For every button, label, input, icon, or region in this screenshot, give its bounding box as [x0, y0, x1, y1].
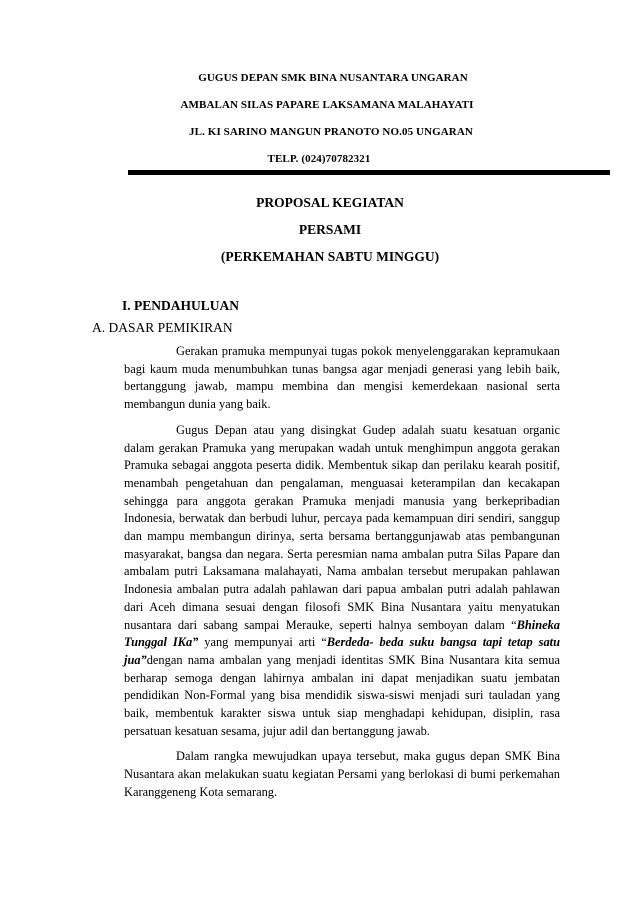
paragraph-2-text-c: dengan nama ambalan yang menjadi identitas SMK Bina Nusantara kita semua berharap semoga dengan lahirnya ambalan ini dapat menjadikan suatu jembatan pendidikan Non-Formal yang bisa mendidik siswa-siswi menjadi suri tauladan yang baik, membentuk karakter siswa untuk siap menghadapi kehidupan, disiplin, rasa persatuan kesatuan sesama, jujur adil dan bertanggung jawab. [124, 652, 560, 738]
paragraph-3: Dalam rangka mewujudkan upaya tersebut, maka gugus depan SMK Bina Nusantara akan melakukan suatu kegiatan Persami yang berlokasi di bumi perkemahan Karanggeneng Kota semarang. [124, 749, 560, 799]
letterhead-organization: GUGUS DEPAN SMK BINA NUSANTARA UNGARAN [198, 72, 468, 84]
proposal-event-name: PERSAMI [298, 222, 362, 237]
document-body [124, 343, 560, 810]
proposal-event-subtitle: (PERKEMAHAN SABTU MINGGU) [220, 249, 440, 264]
paragraph-2-text-a: Gugus Depan atau yang disingkat Gudep adalah suatu kesatuan organic dalam gerakan Pramuka yang merupakan wadah untuk menghimpun anggota gerakan Pramuka sebagai anggota peserta didik. Membentuk sikap dan perilaku kearah positif, menambah pengetahuan dan pengalaman, menguasai keterampilan dan kecakapan sehingga para anggota gerakan Pramuka menjadi manusia yang berkepribadian Indonesia, berwatak dan berbudi luhur, percaya pada kemampuan diri sendiri, sanggup dan mampu membangun dirinya, serta bersama bertanggunjawab atas pembangunan masyarakat, bangsa dan negara. Serta peresmian nama ambalan putra Silas Papare dan ambalam putri Laksamana malahayati, Nama ambalan tersebut merupakan pahlawan Indonesia ambalan putra adalah pahlawan dari papua ambalan putri adalah pahlawan dari Aceh dimana sesuai dengan filosofi SMK Bina Nusantara yaitu menyatukan nusantara dari sabang sampai Merauke, seperti halnya semboyan dalam “ [124, 422, 560, 632]
proposal-title: PROPOSAL KEGIATAN [256, 195, 404, 210]
letterhead [0, 72, 638, 180]
section-heading: I. PENDAHULUAN [122, 298, 240, 313]
paragraph-2 [124, 422, 560, 741]
subsection-heading: A. DASAR PEMIKIRAN [92, 320, 233, 335]
paragraph-2-text-b: yang mempunyai arti “ [198, 635, 327, 650]
letterhead-address: JL. KI SARINO MANGUN PRANOTO NO.05 UNGARAN [189, 126, 473, 138]
letterhead-divider [128, 170, 610, 175]
letterhead-phone: TELP. (024)70782321 [267, 153, 371, 165]
letterhead-ambalan: AMBALAN SILAS PAPARE LAKSAMANA MALAHAYATI [180, 99, 474, 111]
proposal-title-block [90, 195, 570, 276]
motto-meaning-emphasis: Berdeda- beda suku bangsa tapi tetap satu jua” [124, 635, 560, 667]
motto-emphasis: Bhineka Tunggal IKa” [124, 617, 560, 650]
paragraph-1: Gerakan pramuka mempunyai tugas pokok menyelenggarakan kepramukaan bagi kaum muda menumbuhkan tunas bangsa agar menjadi generasi yang lebih baik, bertanggung jawab, mampu membina dan mengisi kemerdekaan nasional serta membangun dunia yang baik. [124, 344, 560, 412]
